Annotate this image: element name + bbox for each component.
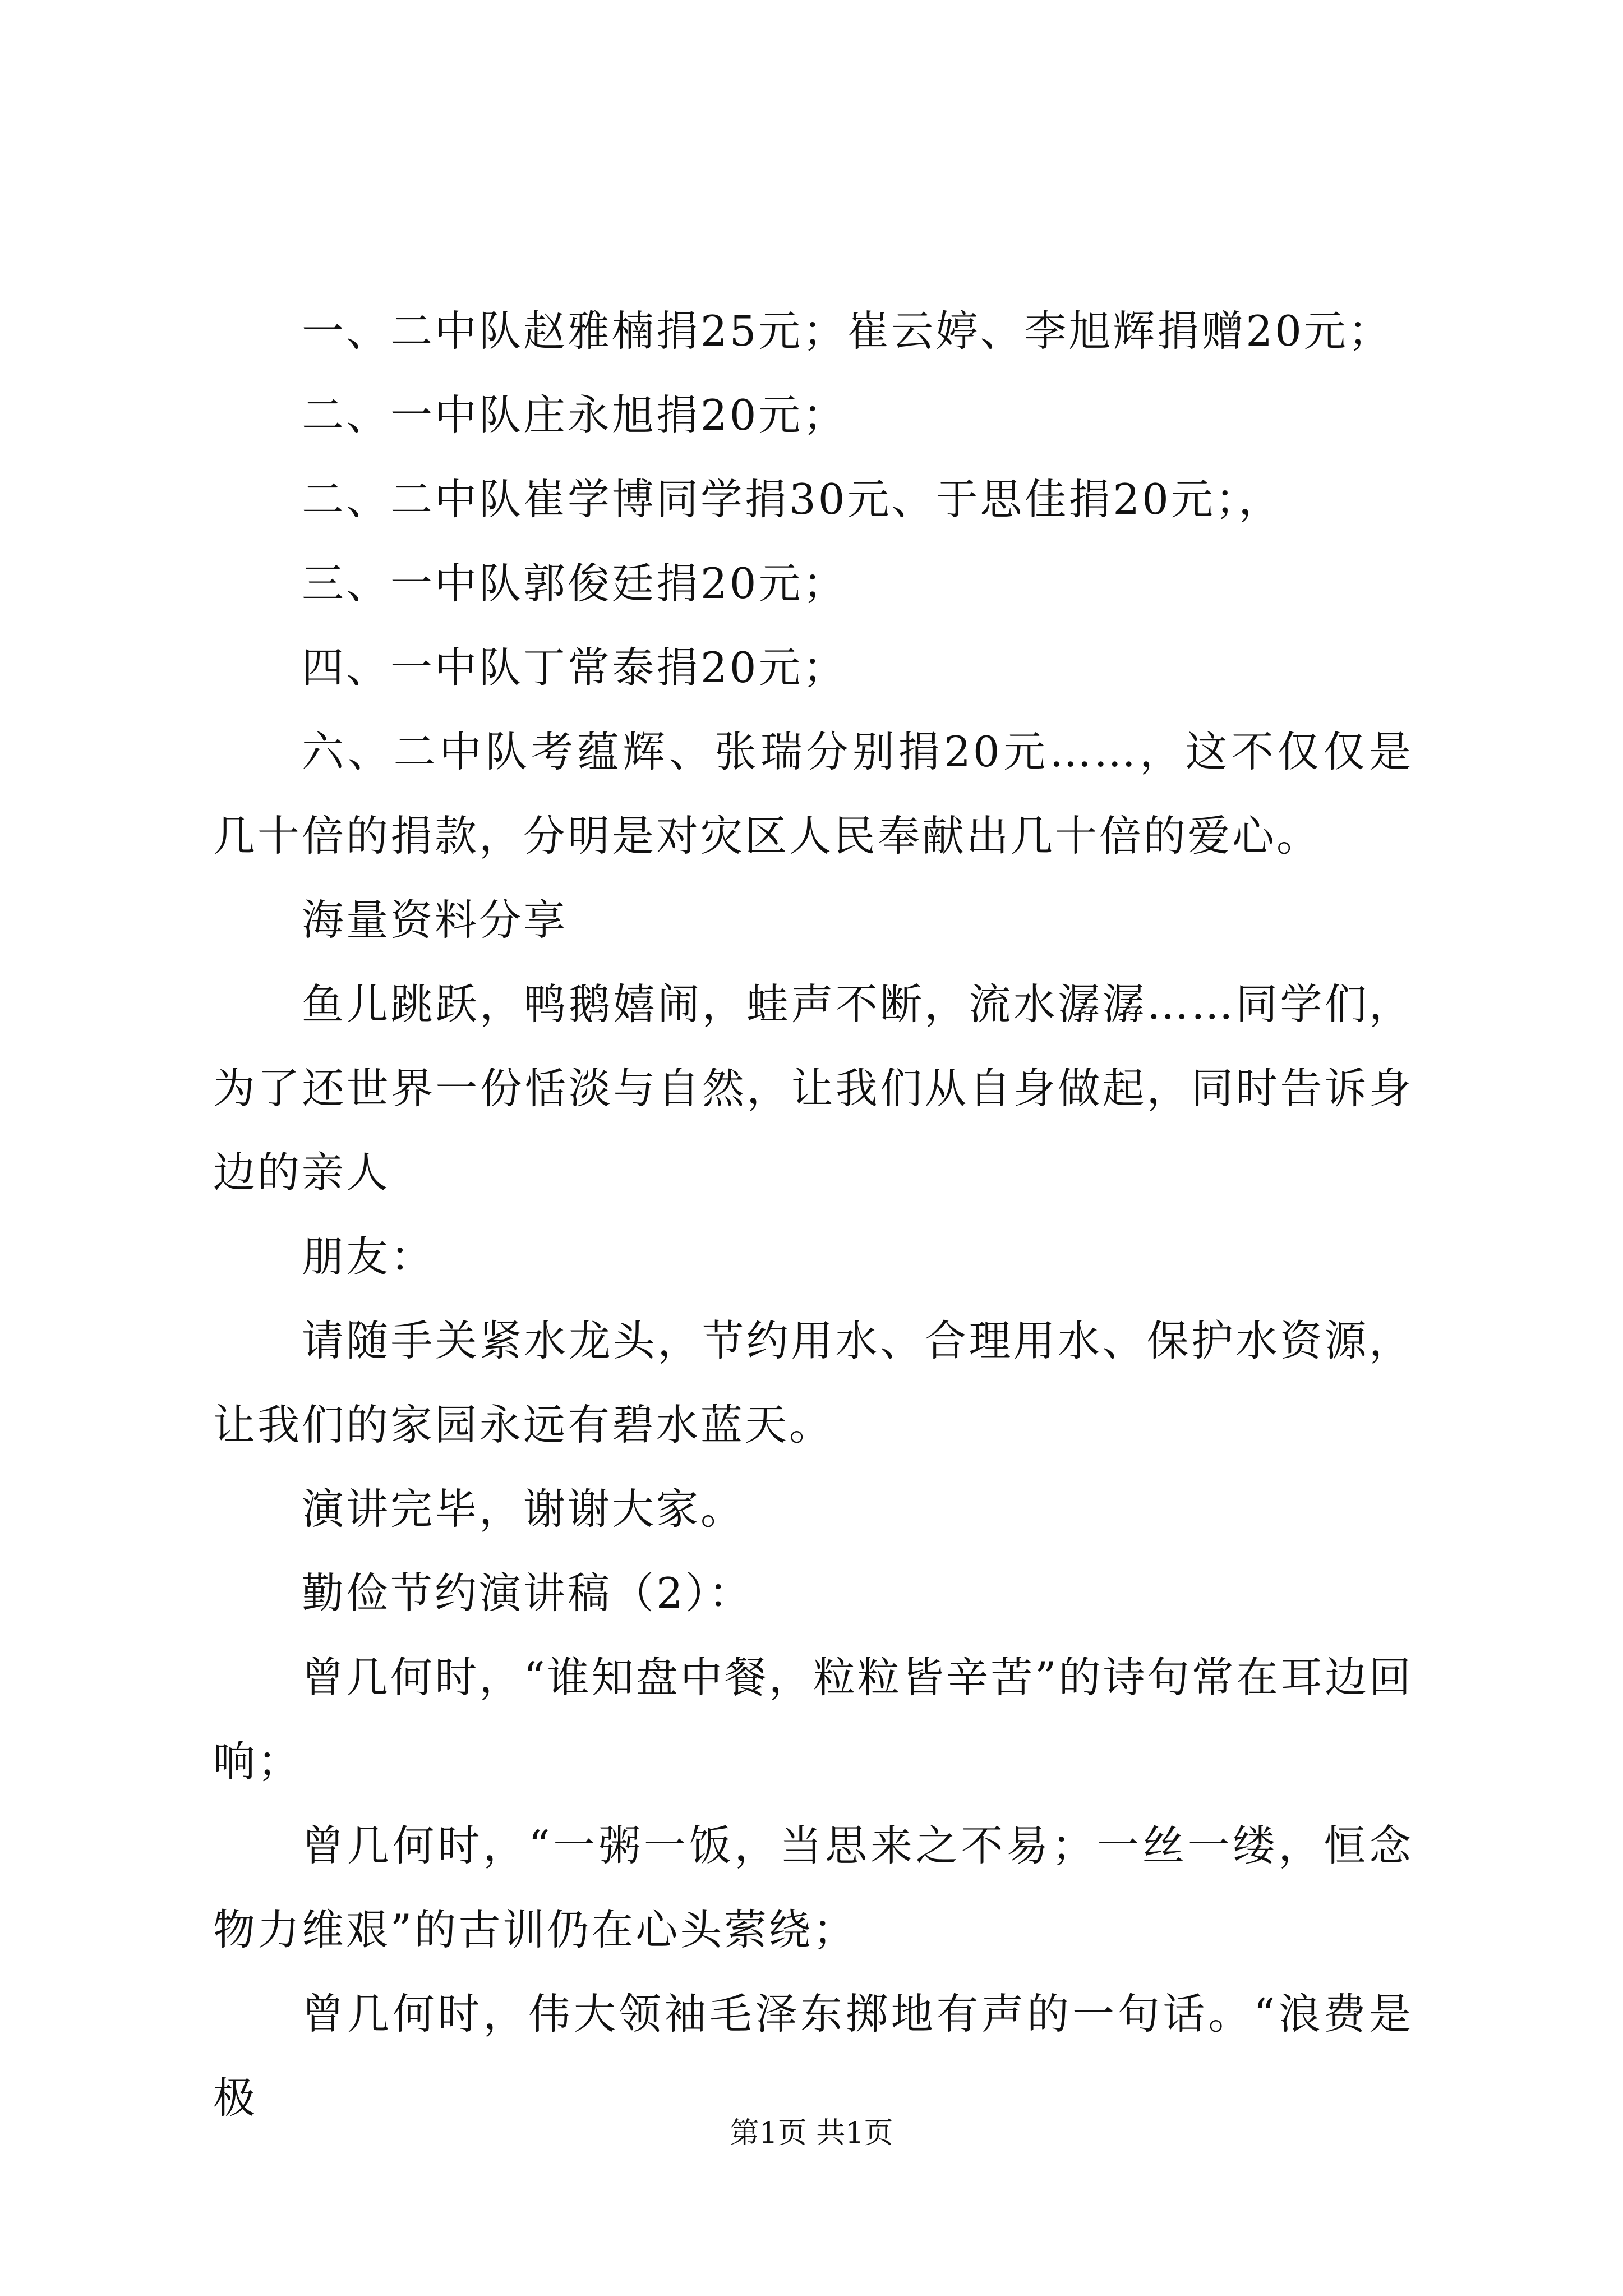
paragraph: 演讲完毕，谢谢大家。 bbox=[302, 1484, 745, 1534]
paragraph: 四、一中队丁常泰捐20元； bbox=[302, 643, 847, 692]
paragraph: 二、一中队庄永旭捐20元； bbox=[302, 390, 847, 440]
document-body bbox=[213, 289, 1413, 2140]
paragraph: 曾几何时，“谁知盘中餐，粒粒皆辛苦”的诗句常在耳边回响； bbox=[213, 1653, 1413, 1786]
page-number-label: 第1页 共1页 bbox=[730, 2116, 893, 2150]
paragraph: 海量资料分享 bbox=[302, 895, 568, 945]
paragraph: 曾几何时，伟大领袖毛泽东掷地有声的一句话。“浪费是极 bbox=[213, 1989, 1413, 2123]
paragraph: 曾几何时，“一粥一饭，当思来之不易；一丝一缕，恒念物力维艰”的古训仍在心头萦绕； bbox=[213, 1821, 1413, 1954]
paragraph: 三、一中队郭俊廷捐20元； bbox=[302, 559, 847, 608]
paragraph: 鱼儿跳跃，鸭鹅嬉闹，蛙声不断，流水潺潺……同学们，为了还世界一份恬淡与自然，让我们从自身做起，同时告诉身边的亲人 bbox=[213, 979, 1413, 1197]
paragraph: 六、二中队考蕴辉、张瑞分别捐20元……，这不仅仅是几十倍的捐款，分明是对灾区人民奉献出几十倍的爱心。 bbox=[213, 727, 1413, 861]
page-footer bbox=[0, 2114, 1623, 2153]
paragraph: 一、二中队赵雅楠捐25元；崔云婷、李旭辉捐赠20元； bbox=[302, 306, 1393, 356]
paragraph: 勤俭节约演讲稿（2）： bbox=[302, 1568, 753, 1618]
paragraph: 朋友： bbox=[302, 1232, 435, 1281]
paragraph: 二、二中队崔学博同学捐30元、于思佳捐20元；， bbox=[302, 475, 1283, 524]
paragraph: 请随手关紧水龙头，节约用水、合理用水、保护水资源，让我们的家园永远有碧水蓝天。 bbox=[213, 1316, 1413, 1450]
